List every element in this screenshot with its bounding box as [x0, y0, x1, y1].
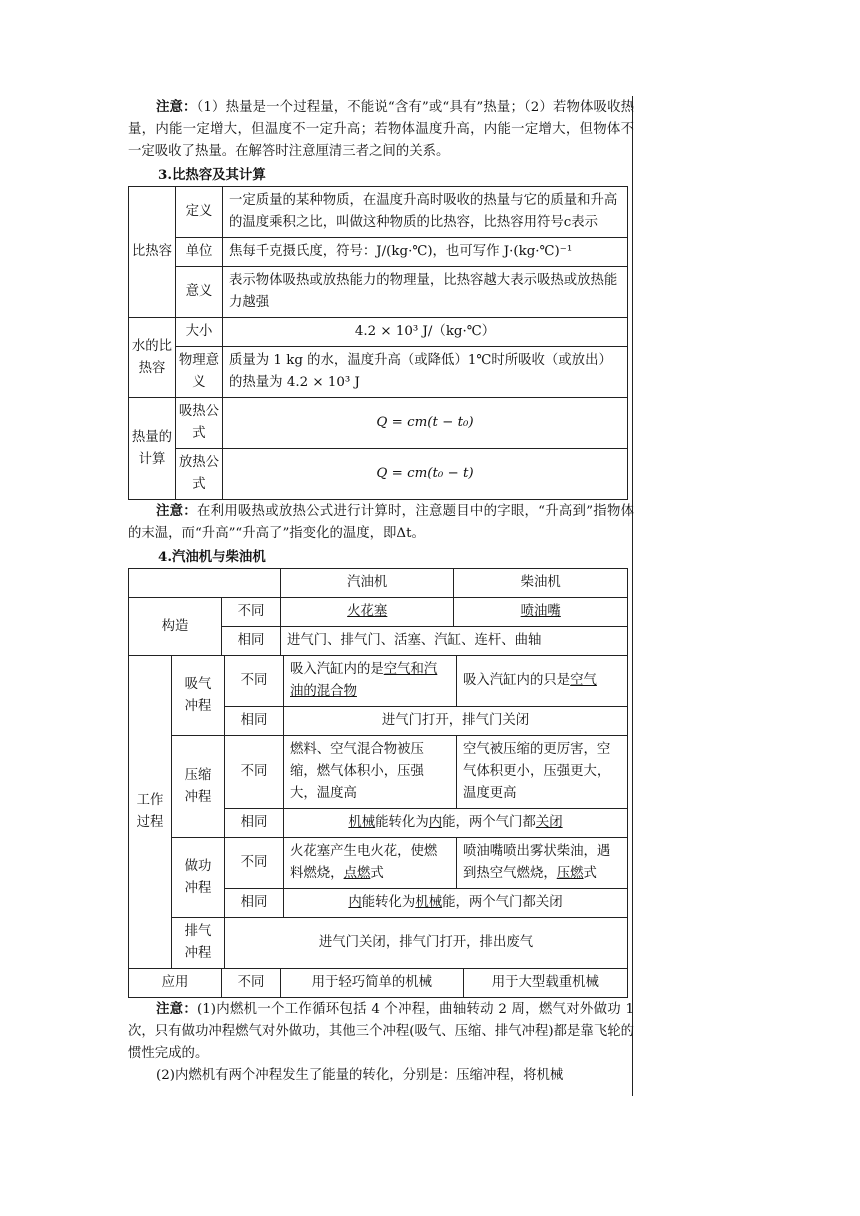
label-meaning: 意义 — [176, 267, 223, 318]
stroke-exhaust: 排气冲程 — [172, 918, 225, 969]
compression-same-a: 机械 — [348, 815, 376, 830]
stroke-power: 做功冲程 — [172, 838, 225, 918]
power-diff: 不同 — [225, 838, 284, 889]
compression-same-d: 能，两个气门都 — [442, 815, 536, 830]
label-size: 大小 — [176, 318, 223, 347]
document-page — [128, 96, 634, 1087]
note-1-text: （1）热量是一个过程量，不能说“含有”或“具有”热量；（2）若物体吸收热量，内能一定增大，但温度不一定升高；若物体温度升高，内能一定增大，但物体不一定吸收了热量。在解答时注意厘清三者之间的关系。 — [128, 100, 634, 159]
intake-gas-b: 空气和汽油的混合物 — [290, 662, 438, 699]
engine-comparison-table — [128, 568, 628, 656]
intake-same: 相同 — [225, 707, 284, 736]
exhaust-text: 进气门关闭，排气门打开，排出废气 — [225, 918, 628, 969]
note-3 — [128, 998, 634, 1065]
power-gas-a: 火花塞产生电火花，使燃料燃烧， — [290, 844, 438, 881]
row-application: 应用 — [129, 969, 222, 998]
section-4-title: 4.汽油机与柴油机 — [158, 549, 266, 565]
structure-same: 相同 — [222, 627, 281, 656]
header-empty — [129, 569, 281, 598]
group-specific-heat: 比热容 — [129, 187, 176, 318]
label-physical-meaning: 物理意义 — [176, 347, 223, 398]
section-3-title: 3.比热容及其计算 — [158, 167, 266, 183]
label-unit: 单位 — [176, 238, 223, 267]
note-3-text: (1)内燃机一个工作循环包括 4 个冲程，曲轴转动 2 周，燃气对外做功 1 次，只有做功冲程燃气对外做功，其他三个冲程(吸气、压缩、排气冲程)都是靠飞轮的惯性完成的。 — [128, 1002, 634, 1061]
group-water-specific-heat: 水的比热容 — [129, 318, 176, 398]
power-diesel-c: 式 — [583, 866, 597, 881]
application-diesel: 用于大型载重机械 — [463, 969, 627, 998]
intake-diesel — [457, 656, 628, 707]
engine-application-table — [128, 968, 628, 998]
note-3-continued: (2)内燃机有两个冲程发生了能量的转化，分别是：压缩冲程，将机械 — [156, 1068, 564, 1083]
compression-same-e: 关闭 — [535, 815, 563, 830]
compression-same-b: 能转化为 — [375, 815, 429, 830]
header-diesel: 柴油机 — [454, 569, 628, 598]
power-gas — [284, 838, 457, 889]
intake-diff: 不同 — [225, 656, 284, 707]
power-same-d: 能，两个气门都关闭 — [442, 895, 563, 910]
power-gas-b: 点燃 — [343, 866, 371, 881]
meaning-text: 表示物体吸热或放热能力的物理量，比热容越大表示吸热或放热能力越强 — [223, 267, 628, 318]
header-gasoline: 汽油机 — [281, 569, 454, 598]
intake-diesel-a: 吸入汽缸内的只是 — [463, 673, 571, 688]
power-diesel-b: 压燃 — [556, 866, 584, 881]
application-gas: 用于轻巧简单的机械 — [281, 969, 464, 998]
structure-gas-text: 火花塞 — [347, 604, 388, 619]
group-heat-calculation: 热量的计算 — [129, 398, 176, 500]
label-absorb-formula: 吸热公式 — [176, 398, 223, 449]
release-formula: Q = cm(t₀ − t) — [223, 449, 628, 500]
structure-diesel — [454, 598, 628, 627]
label-release-formula: 放热公式 — [176, 449, 223, 500]
intake-diesel-b: 空气 — [570, 673, 597, 688]
engine-process-table — [128, 655, 628, 969]
power-gas-c: 式 — [370, 866, 384, 881]
stroke-compression: 压缩冲程 — [172, 736, 225, 838]
application-diff: 不同 — [222, 969, 281, 998]
power-diesel-a: 喷油嘴喷出雾状柴油，遇到热空气燃烧， — [463, 844, 611, 881]
note-2-text: 在利用吸热或放热公式进行计算时，注意题目中的字眼，“升高到”指物体的末温，而“升高”“升高了”指变化的温度，即Δt。 — [128, 504, 634, 541]
note-2 — [128, 500, 634, 545]
power-same-c: 机械 — [415, 895, 443, 910]
label-definition: 定义 — [176, 187, 223, 238]
note-1 — [128, 96, 634, 163]
unit-text: 焦每千克摄氏度，符号：J/(kg·℃)，也可写作 J·(kg·℃)⁻¹ — [223, 238, 628, 267]
compression-same-text — [284, 809, 628, 838]
structure-diff: 不同 — [222, 598, 281, 627]
power-same-text — [284, 889, 628, 918]
stroke-intake: 吸气冲程 — [172, 656, 225, 736]
power-same-a: 内 — [348, 895, 362, 910]
structure-diesel-text: 喷油嘴 — [520, 604, 561, 619]
row-structure: 构造 — [129, 598, 222, 656]
intake-gas — [284, 656, 457, 707]
note-1-label: 注意： — [156, 99, 197, 115]
definition-text: 一定质量的某种物质，在温度升高时吸收的热量与它的质量和升高的温度乘积之比，叫做这种物质的比热容，比热容用符号c表示 — [223, 187, 628, 238]
power-same: 相同 — [225, 889, 284, 918]
compression-gas: 燃料、空气混合物被压缩，燃气体积小，压强大，温度高 — [284, 736, 457, 809]
note-3-label: 注意： — [156, 1001, 198, 1017]
intake-gas-a: 吸入汽缸内的是 — [290, 662, 384, 677]
structure-gas — [281, 598, 454, 627]
compression-same: 相同 — [225, 809, 284, 838]
absorb-formula: Q = cm(t − t₀) — [223, 398, 628, 449]
structure-same-text: 进气门、排气门、活塞、汽缸、连杆、曲轴 — [281, 627, 628, 656]
compression-diff: 不同 — [225, 736, 284, 809]
compression-same-c: 内 — [428, 815, 443, 830]
size-text: 4.2 × 10³ J/（kg·℃） — [223, 318, 628, 347]
compression-diesel: 空气被压缩的更厉害，空气体积更小，压强更大，温度更高 — [457, 736, 628, 809]
power-same-b: 能转化为 — [361, 895, 416, 910]
note-2-label: 注意： — [156, 503, 197, 519]
intake-same-text: 进气门打开，排气门关闭 — [284, 707, 628, 736]
power-diesel — [457, 838, 628, 889]
specific-heat-table — [128, 186, 628, 500]
physical-meaning-text: 质量为 1 kg 的水，温度升高（或降低）1℃时所吸收（或放出）的热量为 4.2 × 10³ J — [223, 347, 628, 398]
row-work-process: 工作过程 — [129, 656, 172, 969]
